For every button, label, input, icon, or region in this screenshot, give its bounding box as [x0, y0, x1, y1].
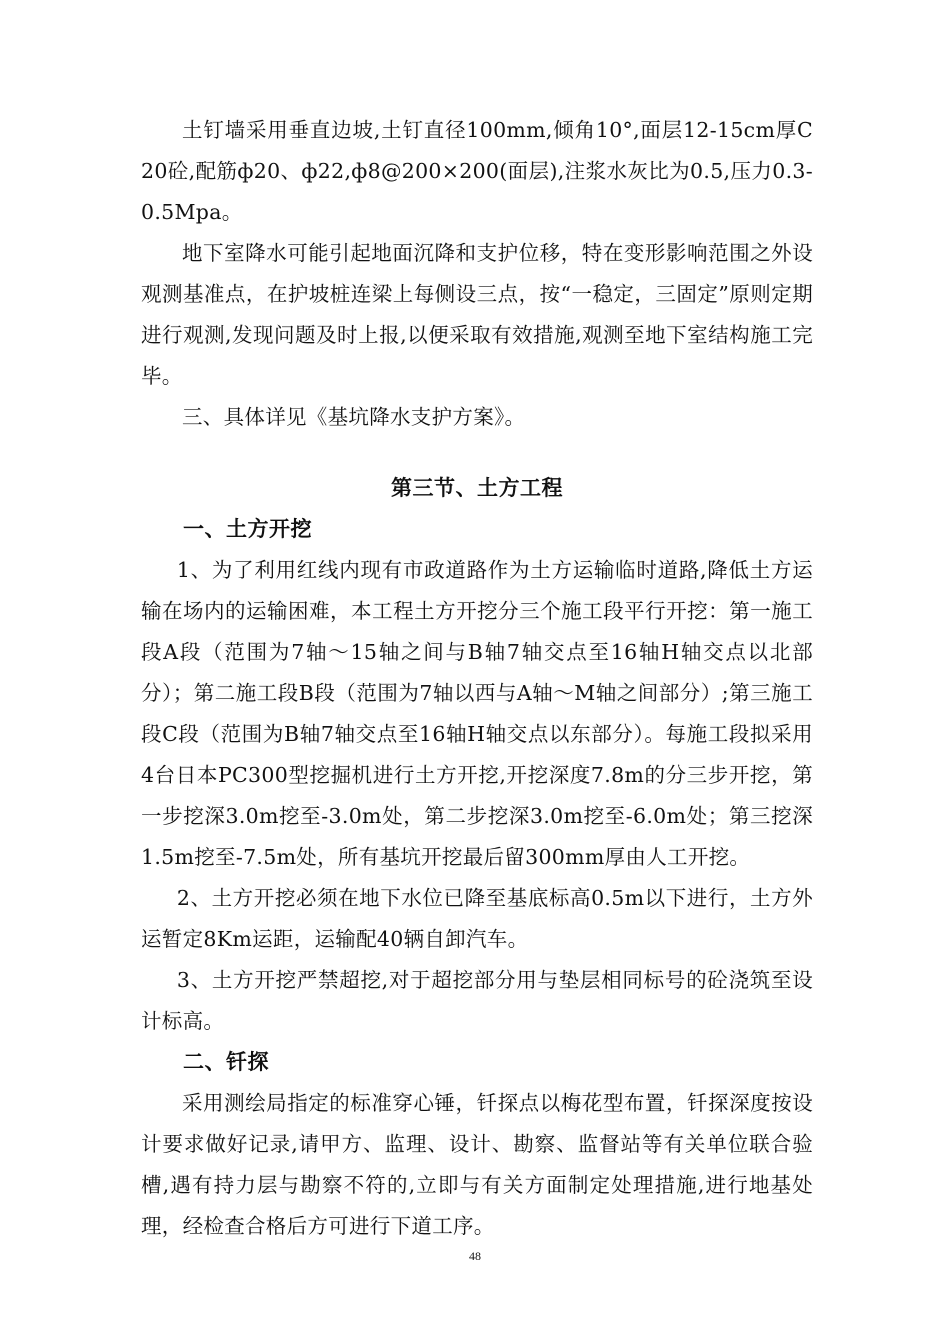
section-title: 第三节、土方工程 [391, 476, 563, 500]
paragraph-probing: 采用测绘局指定的标准穿心锤，钎探点以梅花型布置，钎探深度按设计要求做好记录,请甲方、监理、设计、勘察、监督站等有关单位联合验槽,遇有持力层与勘察不符的,立即与有关方面制定处理措施,进行地基处理，经检查合格后方可进行下道工序。 [141, 1091, 813, 1238]
paragraph-excavation-3: 3、土方开挖严禁超挖,对于超挖部分用与垫层相同标号的砼浇筑至设计标高。 [141, 968, 813, 1033]
paragraph-excavation-2: 2、土方开挖必须在地下水位已降至基底标高0.5m以下进行，土方外运暂定8Km运距，运输配40辆自卸汽车。 [141, 886, 813, 951]
page-number: 48 [469, 1249, 481, 1263]
page-body [141, 110, 813, 1247]
paragraph-see-plan: 三、具体详见《基坑降水支护方案》。 [182, 405, 526, 429]
paragraph-excavation-1: 1、为了利用红线内现有市政道路作为土方运输临时道路,降低土方运输在场内的运输困难，本工程土方开挖分三个施工段平行开挖：第一施工段A段（范围为7轴～15轴之间与B轴7轴交点至16轴H轴交点以北部分）；第二施工段B段（范围为7轴以西与A轴～M轴之间部分）;第三施工段C段（范围为B轴7轴交点至16轴H轴交点以东部分）。每施工段拟采用4台日本PC300型挖掘机进行土方开挖,开挖深度7.8m的分三步开挖，第一步挖深3.0m挖至-3.0m处，第二步挖深3.0m挖至-6.0m处；第三挖深1.5m挖至-7.5m处，所有基坑开挖最后留300mm厚由人工开挖。 [141, 558, 813, 869]
subsection-heading-probing: 二、钎探 [183, 1050, 269, 1074]
paragraph-soil-nail-wall: 土钉墙采用垂直边坡,土钉直径100mm,倾角10°,面层12-15cm厚C20砼,配筋ф20、ф22,ф8@200×200(面层),注浆水灰比为0.5,压力0.3-0.5Mpa。 [141, 118, 813, 224]
paragraph-settlement-monitoring: 地下室降水可能引起地面沉降和支护位移，特在变形影响范围之外设观测基准点，在护坡桩连梁上每侧设三点，按“一稳定，三固定”原则定期进行观测,发现问题及时上报,以便采取有效措施,观测至地下室结构施工完毕。 [141, 241, 813, 388]
subsection-heading-excavation: 一、土方开挖 [183, 517, 312, 541]
